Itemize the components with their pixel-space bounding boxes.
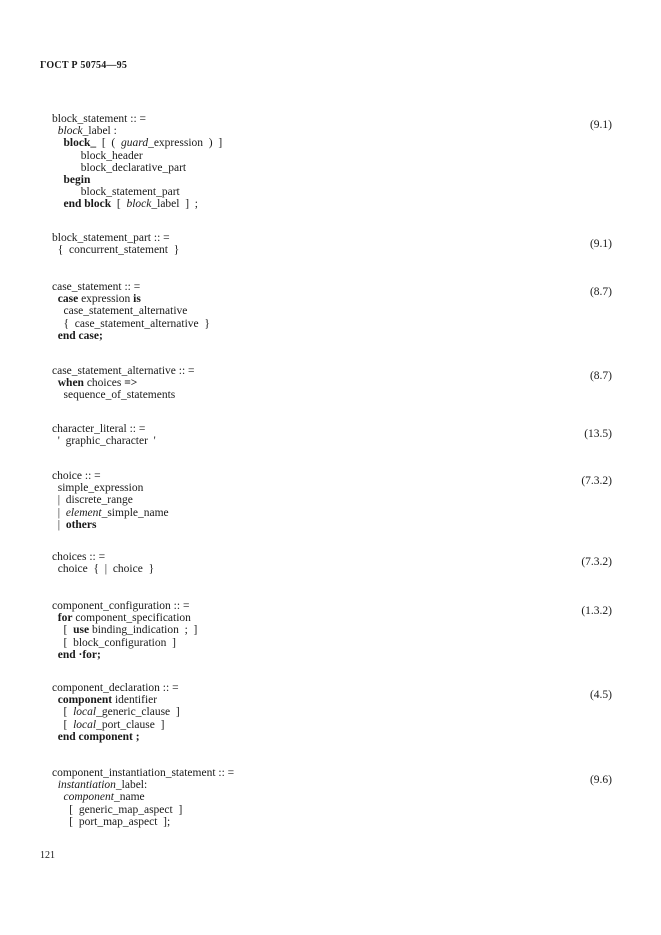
rule-line xyxy=(52,150,143,162)
rule-text: _expression ) ] xyxy=(148,137,223,150)
rule-text: _name xyxy=(113,791,145,804)
rule-line xyxy=(52,174,90,186)
rule-text xyxy=(52,198,64,210)
rule-line xyxy=(52,637,176,649)
rule-text: case_statement :: = xyxy=(52,281,141,293)
running-header: ГОСТ Р 50754—95 xyxy=(40,60,128,71)
section-reference: (8.7) xyxy=(589,370,612,382)
rule-line xyxy=(52,125,117,137)
rule-line xyxy=(52,435,156,447)
rule-line xyxy=(52,563,154,575)
rule-text: character_literal :: = xyxy=(52,423,146,435)
rule-line xyxy=(52,507,169,519)
italic-prefix: component xyxy=(63,791,114,804)
rule-text: { case_statement_alternative } xyxy=(52,317,210,330)
rule-text: component_instantiation_statement :: = xyxy=(52,767,235,779)
rule-text: choice { | choice } xyxy=(52,563,155,576)
keyword: component xyxy=(57,694,113,707)
rule-line xyxy=(52,389,175,401)
rule-text: [ xyxy=(52,706,74,719)
rule-text: _label ] ; xyxy=(151,198,198,211)
rule-text: _simple_name xyxy=(101,506,169,519)
rule-text: [ ( xyxy=(96,137,122,150)
rule-text: _port_clause ] xyxy=(96,718,165,731)
rule-line xyxy=(52,377,137,389)
rule-text: | discrete_range xyxy=(52,494,133,507)
rule-line xyxy=(52,162,186,174)
rule-text: component_specification xyxy=(72,612,191,625)
keyword: others xyxy=(65,518,97,531)
rule-line xyxy=(52,816,170,828)
section-reference: (1.3.2) xyxy=(581,605,612,617)
rule-line xyxy=(52,731,140,743)
rule-line xyxy=(52,365,195,377)
keyword: end component ; xyxy=(57,730,140,743)
rule-line xyxy=(52,494,133,506)
rule-text: _label : xyxy=(82,125,117,138)
rule-line xyxy=(52,293,141,305)
rule-line xyxy=(52,330,103,342)
rule-line xyxy=(52,719,164,731)
rule-line xyxy=(52,612,191,624)
section-reference: (8.7) xyxy=(589,286,612,298)
rule-line xyxy=(52,186,180,198)
keyword: for xyxy=(57,612,73,625)
rule-text: expression xyxy=(78,293,134,306)
rule-text: identifier xyxy=(112,694,158,707)
rule-line xyxy=(52,244,179,256)
keyword: block_ xyxy=(63,137,97,150)
keyword: use xyxy=(73,624,90,637)
rule-line xyxy=(52,318,210,330)
rule-text: component_configuration :: = xyxy=(52,600,190,612)
rule-text: simple_expression xyxy=(52,482,144,495)
rule-text xyxy=(52,174,64,186)
italic-prefix: block xyxy=(126,198,152,211)
keyword: end block xyxy=(63,198,112,211)
rule-text: binding_indication ; ] xyxy=(89,624,198,637)
rule-text: _label: xyxy=(115,779,148,792)
italic-prefix: instantiation xyxy=(57,779,116,792)
keyword: case xyxy=(57,293,79,306)
rule-text: _generic_clause ] xyxy=(96,706,180,719)
keyword: end case; xyxy=(57,329,103,342)
rule-text: block_declarative_part xyxy=(52,161,187,174)
rule-text: block_statement_part xyxy=(52,186,180,199)
rule-text: component_declaration :: = xyxy=(52,682,179,694)
rule-text: { concurrent_statement } xyxy=(52,244,180,257)
keyword: => xyxy=(124,377,138,390)
rule-line xyxy=(52,649,101,661)
italic-prefix: guard xyxy=(121,137,149,150)
keyword: begin xyxy=(63,174,91,186)
rule-line xyxy=(52,305,187,317)
rule-text: block_statement :: = xyxy=(52,113,146,125)
rule-line xyxy=(52,137,222,149)
keyword: is xyxy=(133,293,141,306)
rule-line xyxy=(52,779,147,791)
rule-text: [ xyxy=(52,718,74,731)
keyword: when xyxy=(57,377,84,390)
rule-line xyxy=(52,706,180,718)
rule-text xyxy=(52,137,64,149)
rule-line xyxy=(52,682,179,694)
rule-text: choices :: = xyxy=(52,551,106,563)
rule-text: choice :: = xyxy=(52,470,101,482)
section-reference: (7.3.2) xyxy=(581,475,612,487)
rule-line xyxy=(52,767,234,779)
section-reference: (4.5) xyxy=(589,689,612,701)
section-reference: (9.6) xyxy=(589,774,612,786)
rule-line xyxy=(52,113,146,125)
rule-line xyxy=(52,482,143,494)
rule-line xyxy=(52,232,170,244)
rule-line xyxy=(52,804,182,816)
italic-prefix: block xyxy=(57,125,83,138)
page-number: 121 xyxy=(40,850,55,861)
italic-prefix: local xyxy=(73,718,97,731)
rule-text: case_statement_alternative xyxy=(52,305,188,318)
rule-line xyxy=(52,624,197,636)
rule-line xyxy=(52,281,140,293)
rule-text: [ block_configuration ] xyxy=(52,636,176,649)
rule-text: ' graphic_character ' xyxy=(52,435,156,448)
italic-prefix: local xyxy=(73,706,97,719)
rule-text: [ generic_map_aspect ] xyxy=(52,803,183,816)
keyword: end ·for; xyxy=(57,648,101,661)
rule-line xyxy=(52,519,96,531)
rule-text: choices xyxy=(83,377,125,390)
rule-text: block_header xyxy=(52,149,143,162)
rule-line xyxy=(52,423,145,435)
rule-text: [ port_map_aspect ]; xyxy=(52,815,171,828)
rule-text: [ xyxy=(52,624,74,637)
rule-text: [ xyxy=(111,198,127,211)
section-reference: (13.5) xyxy=(584,428,612,440)
italic-prefix: element xyxy=(65,506,102,519)
section-reference: (7.3.2) xyxy=(581,556,612,568)
rule-text xyxy=(52,791,64,803)
section-reference: (9.1) xyxy=(589,119,612,131)
rule-line xyxy=(52,694,157,706)
rule-line xyxy=(52,600,189,612)
rule-text: | xyxy=(52,518,66,531)
rule-text: block_statement_part :: = xyxy=(52,232,170,244)
rule-line xyxy=(52,551,105,563)
rule-text: case_statement_alternative :: = xyxy=(52,365,195,377)
rule-line xyxy=(52,791,145,803)
rule-text: sequence_of_statements xyxy=(52,389,176,402)
rule-text: | xyxy=(52,506,66,519)
section-reference: (9.1) xyxy=(589,238,612,250)
rule-line xyxy=(52,470,101,482)
rule-line xyxy=(52,198,198,210)
